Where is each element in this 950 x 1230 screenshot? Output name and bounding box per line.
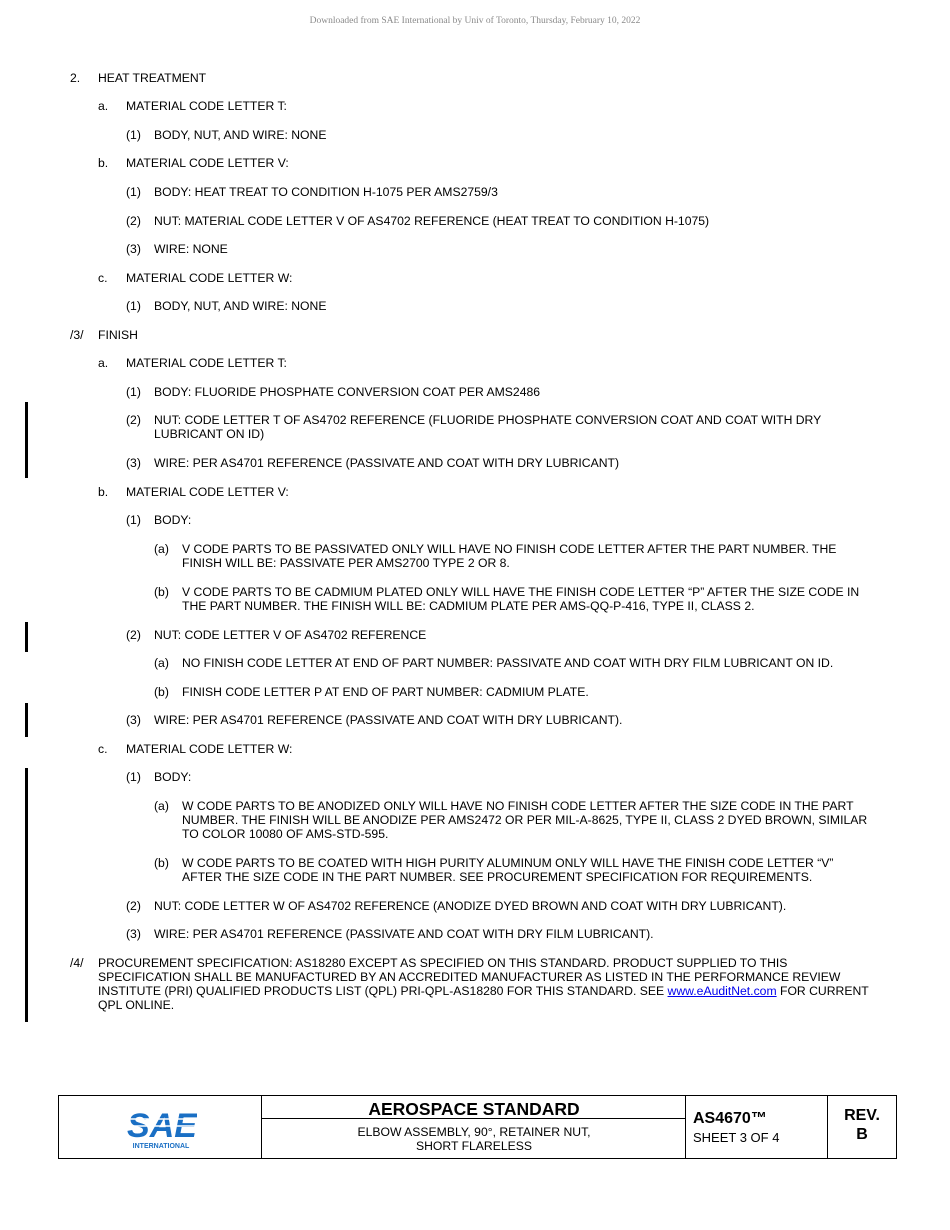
paragraph-line (98, 984, 869, 998)
section-title: FINISH (98, 328, 138, 342)
section-number: 2. (70, 71, 81, 85)
item-text: NUT: MATERIAL CODE LETTER V OF AS4702 REFERENCE (HEAT TREAT TO CONDITION H-1075) (154, 214, 710, 228)
item-number: (2) (126, 413, 141, 427)
item-number: a. (98, 356, 109, 370)
revision (827, 1106, 897, 1144)
item-text: MATERIAL CODE LETTER W: (126, 271, 293, 285)
section-title: HEAT TREATMENT (98, 71, 207, 85)
item-text: V CODE PARTS TO BE PASSIVATED ONLY WILL HAVE NO FINISH CODE LETTER AFTER THE PART NUMBER. THE (182, 542, 837, 556)
standard-title: AEROSPACE STANDARD (368, 1099, 580, 1119)
section-number: /3/ (70, 328, 84, 342)
item-text: THE PART NUMBER. THE FINISH WILL BE: CADMIUM PLATE PER AMS-QQ-P-416, TYPE II, CLASS 2. (182, 599, 755, 613)
paragraph-text: INSTITUTE (PRI) QUALIFIED PRODUCTS LIST (QPL) PRI-QPL-AS18280 FOR THIS STANDARD. SEE (98, 984, 668, 998)
title-block (58, 1095, 897, 1159)
item-text: NO FINISH CODE LETTER AT END OF PART NUMBER: PASSIVATE AND COAT WITH DRY FILM LUBRICANT ON ID. (182, 656, 834, 670)
revision-label: REV. (844, 1107, 880, 1124)
change-bar (25, 703, 28, 737)
item-number: (3) (126, 713, 141, 727)
sheet-number: SHEET 3 OF 4 (693, 1130, 780, 1145)
item-text: MATERIAL CODE LETTER T: (126, 99, 287, 113)
item-number: (b) (154, 585, 169, 599)
item-number: (2) (126, 214, 141, 228)
paragraph-line: SPECIFICATION SHALL BE MANUFACTURED BY AN ACCREDITED MANUFACTURER AS LISTED IN THE PERFORMANCE REVIEW (98, 970, 841, 984)
item-text: NUT: CODE LETTER W OF AS4702 REFERENCE (ANODIZE DYED BROWN AND COAT WITH DRY LUBRICANT). (154, 899, 787, 913)
paragraph-text: FOR CURRENT (776, 984, 869, 998)
item-text: TO COLOR 10080 OF AMS-STD-595. (182, 827, 389, 841)
item-text: NUMBER. THE FINISH WILL BE ANODIZE PER AMS2472 OR PER MIL-A-8625, TYPE II, CLASS 2 DYED BROWN, SIMILAR (182, 813, 868, 827)
description-line: SHORT FLARELESS (415, 1139, 533, 1153)
item-text: BODY: FLUORIDE PHOSPHATE CONVERSION COAT PER AMS2486 (154, 385, 541, 399)
item-number: (b) (154, 856, 169, 870)
change-bar (25, 402, 28, 478)
eauditnet-link[interactable]: www.eAuditNet.com (667, 984, 777, 998)
item-number: c. (98, 271, 108, 285)
item-number: (a) (154, 542, 169, 556)
document-number: AS4670™ (693, 1110, 767, 1127)
item-number: (3) (126, 242, 141, 256)
item-number: (1) (126, 185, 141, 199)
item-number: (2) (126, 899, 141, 913)
item-text: BODY: (154, 770, 192, 784)
logo-subtext: INTERNATIONAL (132, 1143, 190, 1150)
change-bar (25, 768, 28, 1022)
item-text: WIRE: NONE (154, 242, 228, 256)
item-text: BODY, NUT, AND WIRE: NONE (154, 299, 327, 313)
item-text: MATERIAL CODE LETTER T: (126, 356, 287, 370)
item-text: AFTER THE SIZE CODE IN THE PART NUMBER. SEE PROCUREMENT SPECIFICATION FOR REQUIREMENTS. (182, 870, 813, 884)
item-text: W CODE PARTS TO BE COATED WITH HIGH PURITY ALUMINUM ONLY WILL HAVE THE FINISH CODE LETTER “V” (182, 856, 834, 870)
standard-description (262, 1125, 686, 1153)
item-number: c. (98, 742, 108, 756)
item-number: (a) (154, 656, 169, 670)
item-text: BODY: HEAT TREAT TO CONDITION H-1075 PER AMS2759/3 (154, 185, 498, 199)
item-text: MATERIAL CODE LETTER W: (126, 742, 293, 756)
item-text: WIRE: PER AS4701 REFERENCE (PASSIVATE AND COAT WITH DRY LUBRICANT). (154, 713, 623, 727)
item-text: FINISH WILL BE: PASSIVATE PER AMS2700 TYPE 2 OR 8. (182, 556, 510, 570)
item-number: (2) (126, 628, 141, 642)
item-number: (b) (154, 685, 169, 699)
item-text: FINISH CODE LETTER P AT END OF PART NUMBER: CADMIUM PLATE. (182, 685, 589, 699)
item-number: b. (98, 485, 109, 499)
item-number: a. (98, 99, 109, 113)
item-text: BODY: (154, 513, 192, 527)
item-number: (1) (126, 513, 141, 527)
item-number: (a) (154, 799, 169, 813)
revision-value: B (856, 1126, 868, 1143)
section-number: /4/ (70, 956, 84, 970)
item-text: NUT: CODE LETTER T OF AS4702 REFERENCE (FLUORIDE PHOSPHATE CONVERSION COAT AND COAT WITH DRY (154, 413, 822, 427)
item-text: LUBRICANT ON ID) (154, 427, 265, 441)
download-banner: Downloaded from SAE International by Univ of Toronto, Thursday, February 10, 2022 (309, 16, 641, 26)
paragraph-line: QPL ONLINE. (98, 998, 175, 1012)
item-text: MATERIAL CODE LETTER V: (126, 156, 289, 170)
item-text: MATERIAL CODE LETTER V: (126, 485, 289, 499)
item-text: WIRE: PER AS4701 REFERENCE (PASSIVATE AND COAT WITH DRY FILM LUBRICANT). (154, 927, 654, 941)
logo-mark: SAE (127, 1107, 197, 1145)
item-number: b. (98, 156, 109, 170)
sae-logo (127, 1107, 197, 1151)
description-line: ELBOW ASSEMBLY, 90°, RETAINER NUT, (357, 1125, 591, 1139)
item-number: (1) (126, 128, 141, 142)
item-number: (1) (126, 385, 141, 399)
item-number: (3) (126, 927, 141, 941)
item-number: (1) (126, 299, 141, 313)
item-text: W CODE PARTS TO BE ANODIZED ONLY WILL HAVE NO FINISH CODE LETTER AFTER THE SIZE CODE IN THE PART (182, 799, 854, 813)
item-number: (1) (126, 770, 141, 784)
item-text: V CODE PARTS TO BE CADMIUM PLATED ONLY WILL HAVE THE FINISH CODE LETTER “P” AFTER THE SIZE CODE IN (182, 585, 860, 599)
item-text: BODY, NUT, AND WIRE: NONE (154, 128, 327, 142)
item-text: WIRE: PER AS4701 REFERENCE (PASSIVATE AND COAT WITH DRY LUBRICANT) (154, 456, 620, 470)
paragraph-line: PROCUREMENT SPECIFICATION: AS18280 EXCEPT AS SPECIFIED ON THIS STANDARD. PRODUCT SUPPLIED TO THIS (98, 956, 788, 970)
change-bar (25, 622, 28, 652)
item-text: NUT: CODE LETTER V OF AS4702 REFERENCE (154, 628, 427, 642)
item-number: (3) (126, 456, 141, 470)
